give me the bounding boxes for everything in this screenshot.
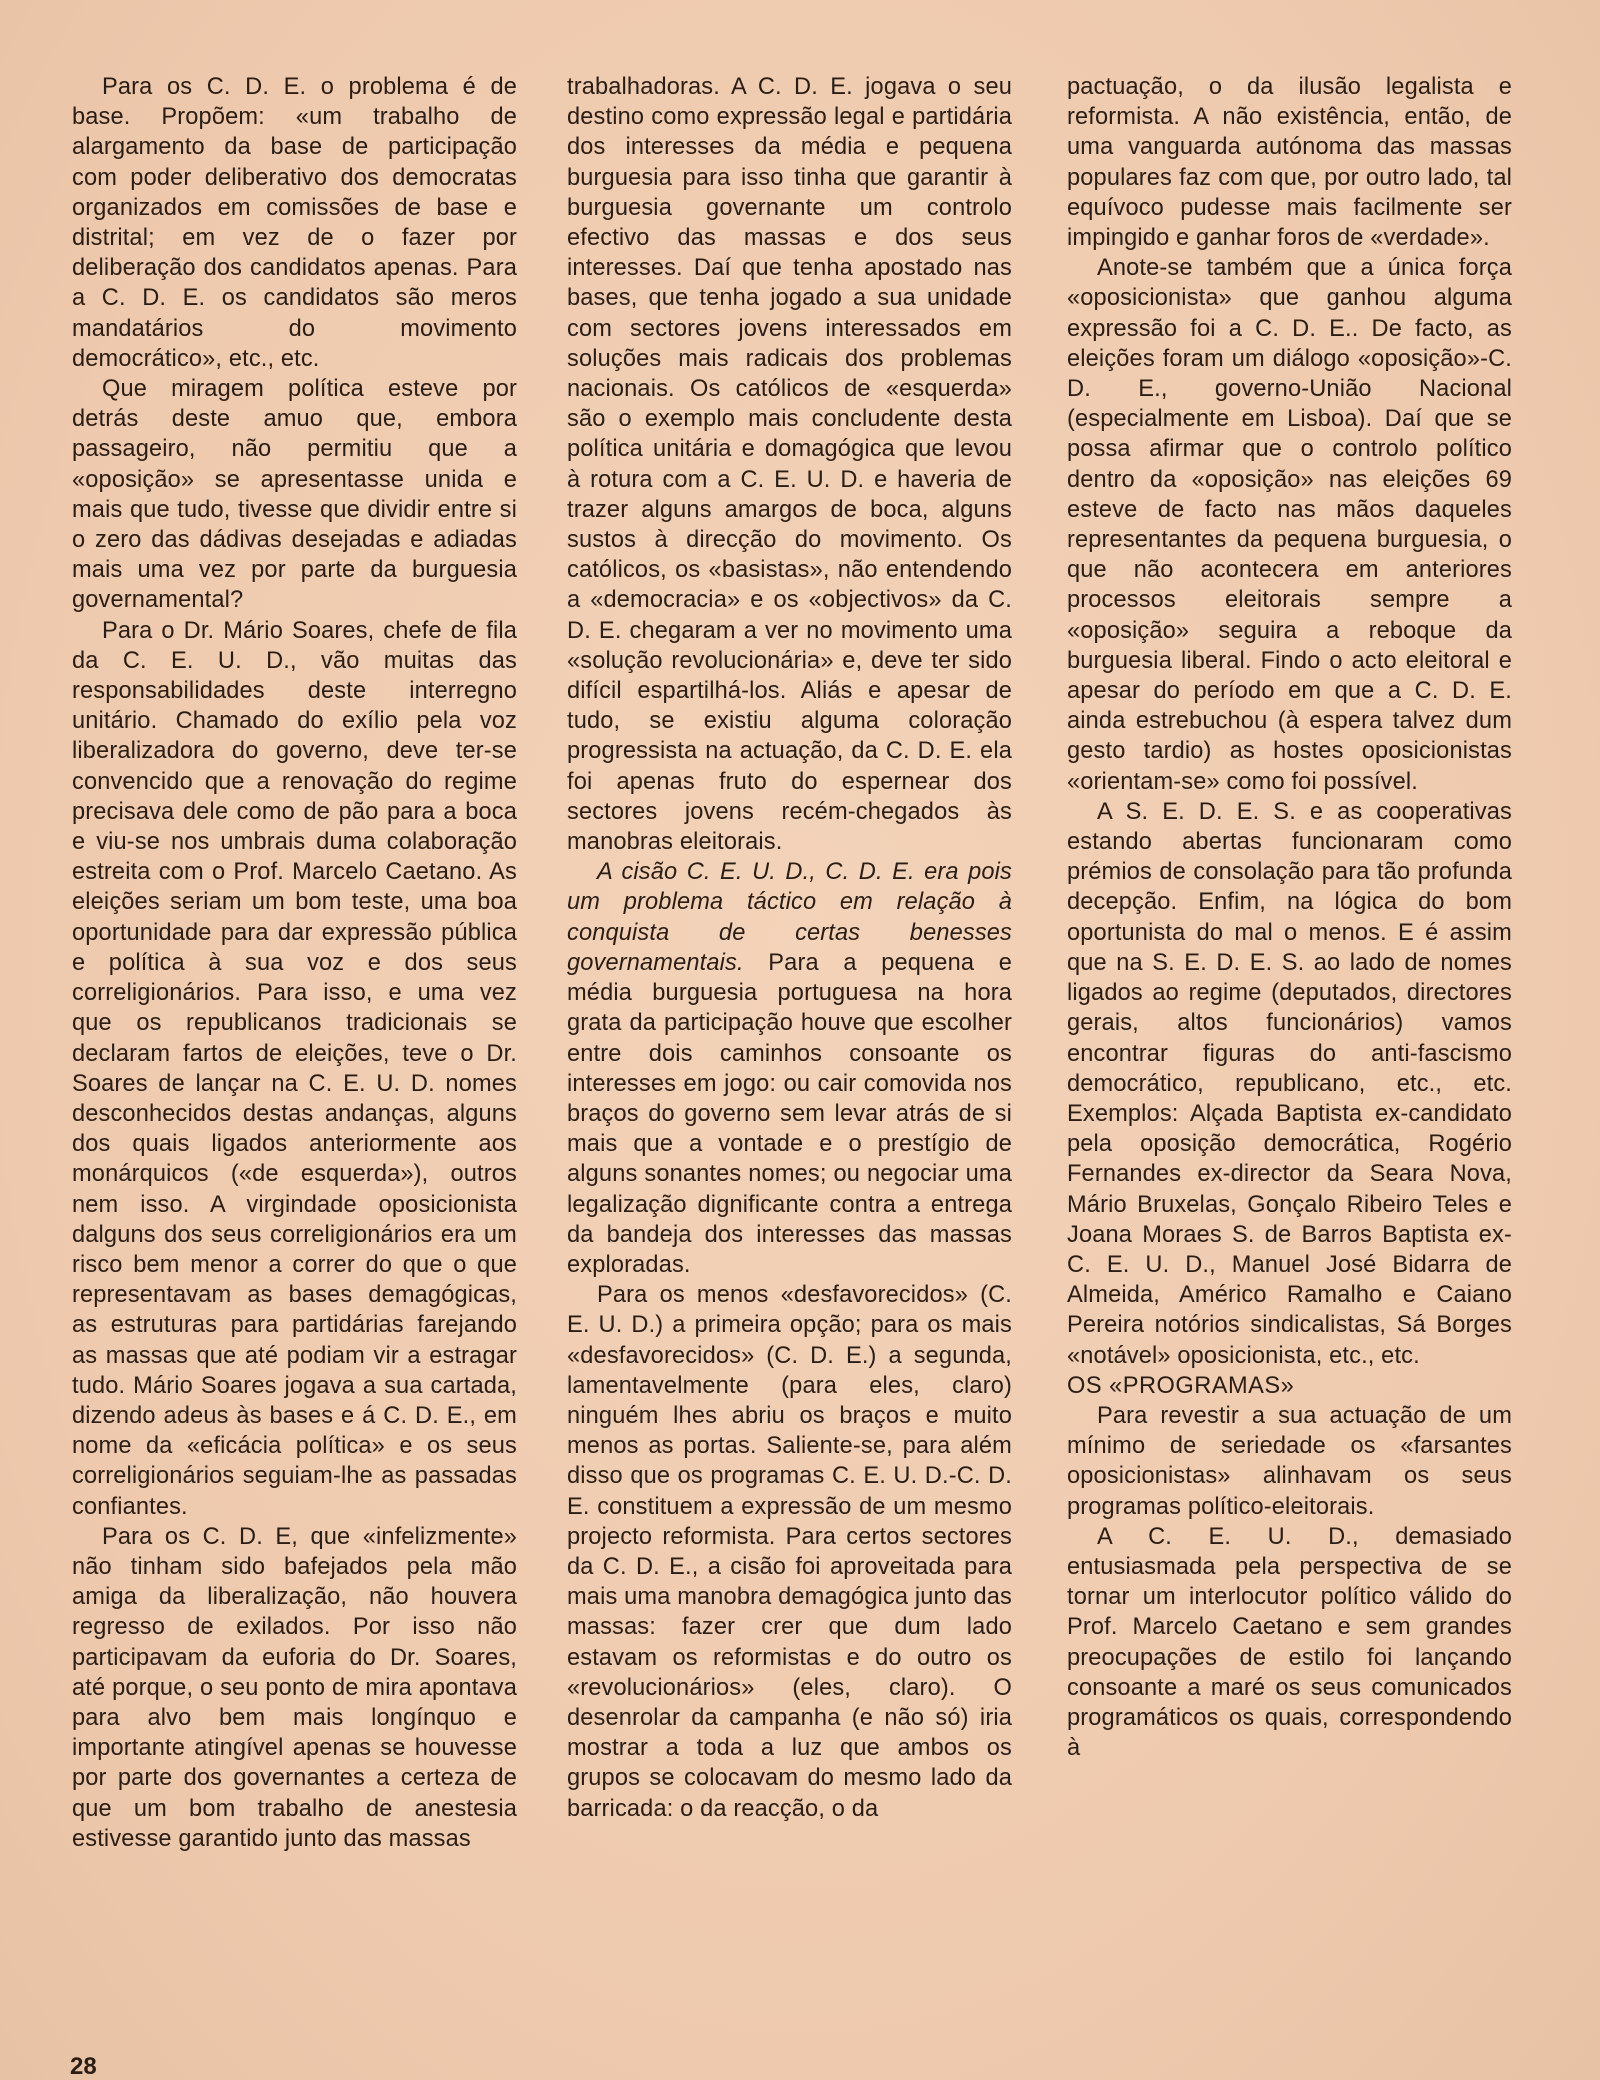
paragraph: A C. E. U. D., demasiado entusiasmada pela perspectiva de se tornar um interlocutor político válido do Prof. Marcelo Caetano e sem grandes preocupações de estilo foi lançando consoante a maré os seus comunicados programáticos os quais, correspondendo à	[1067, 1523, 1512, 1762]
paragraph: Para o Dr. Mário Soares, chefe de fila da C. E. U. D., vão muitas das responsabilidades deste interregno unitário. Chamado do exílio pela voz liberalizadora do governo, deve ter-se convencido que a renovação do regime precisava dele como de pão para a boca e viu-se nos umbrais duma colaboração estreita com o Prof. Marcelo Caetano. As eleições seriam um bom teste, uma boa oportunidade para dar expressão pública e política à sua voz e dos seus correligionários. Para isso, e uma vez que os republicanos tradicionais se declaram fartos de eleições, teve o Dr. Soares de lançar na C. E. U. D. nomes desconhecidos destas andanças, alguns dos quais ligados anteriormente aos monárquicos («de esquerda»), outros nem isso. A virgindade oposicionista dalguns dos seus correligionários era um risco bem menor a correr do que o que representavam as bases demagógicas, as estruturas para partidárias farejando as massas que até podiam vir a estragar tudo. Mário Soares jogava a sua cartada, dizendo adeus às bases e á C. D. E., em nome da «eficácia política» e os seus correligionários seguiam-lhe as passadas confiantes.	[72, 617, 517, 1520]
section-heading: OS «PROGRAMAS»	[1067, 1372, 1295, 1399]
italic-sentence: A cisão C. E. U. D., C. D. E. era pois um problema táctico em relação à conquista de certas benesses governamentais.	[567, 859, 1012, 976]
paragraph: Para revestir a sua actuação de um mínimo de seriedade os «farsantes oposicionistas» alinhavam os seus programas político-eleitorais.	[1067, 1402, 1512, 1520]
text-column-3	[1067, 72, 1512, 1763]
paragraph: pactuação, o da ilusão legalista e reformista. A não existência, então, de uma vanguarda autónoma das massas populares faz com que, por outro lado, tal equívoco pudesse mais facilmente ser impingido e ganhar foros de «verdade».	[1067, 74, 1512, 252]
text-column-1	[72, 72, 517, 1854]
page-number: 28	[70, 2053, 97, 2080]
paragraph: A S. E. D. E. S. e as cooperativas estando abertas funcionaram como prémios de consolação para tão profunda decepção. Enfim, na lógica do bom oportunista do mal o menos. E é assim que na S. E. D. E. S. ao lado de nomes ligados ao regime (deputados, directores gerais, altos funcionários) vamos encontrar figuras do anti-fascismo democrático, republicano, etc., etc. Exemplos: Alçada Baptista ex-candidato pela oposição democrática, Rogério Fernandes ex-director da Seara Nova, Mário Bruxelas, Gonçalo Ribeiro Teles e Joana Moraes S. de Barros Baptista ex-C. E. U. D., Manuel José Bidarra de Almeida, Américo Ramalho e Caiano Pereira notórios sindicalistas, Sá Borges «notável» oposicionista, etc., etc.	[1067, 798, 1512, 1369]
paragraph: trabalhadoras. A C. D. E. jogava o seu destino como expressão legal e partidária dos interesses da média e pequena burguesia para isso tinha que garantir à burguesia governante um controlo efectivo das massas e dos seus interesses. Daí que tenha apostado nas bases, que tenha jogado a sua unidade com sectores jovens interessados em soluções mais radicais dos problemas nacionais. Os católicos de «esquerda» são o exemplo mais concludente desta política unitária e domagógica que levou à rotura com a C. E. U. D. e haveria de trazer alguns amargos de boca, alguns sustos à direcção do movimento. Os católicos, os «basistas», não entendendo a «democracia» e os «objectivos» da C. D. E. chegaram a ver no movimento uma «solução revolucionária» e, deve ter sido difícil espartilhá-los. Aliás e apesar de tudo, se existiu alguma coloração progressista na actuação, da C. D. E. ela foi apenas fruto do espernear dos sectores jovens recém-chegados às manobras eleitorais.	[567, 74, 1012, 856]
paragraph: Para os menos «desfavorecidos» (C. E. U. D.) a primeira opção; para os mais «desfavorecidos» (C. D. E.) a segunda, lamentavelmente (para eles, claro) ninguém lhes abriu os braços e muito menos as portas. Saliente-se, para além disso que os programas C. E. U. D.-C. D. E. constituem a expressão de um mesmo projecto reformista. Para certos sectores da C. D. E., a cisão foi aproveitada para mais uma manobra demagógica junto das massas: fazer crer que dum lado estavam os reformistas e do outro os «revolucionários» (eles, claro). O desenrolar da campanha (e não só) iria mostrar a toda a luz que ambos os grupos se colocavam do mesmo lado da barricada: o da reacção, o da	[567, 1282, 1012, 1822]
paragraph: Anote-se também que a única força «oposicionista» que ganhou alguma expressão foi a C. D. E.. De facto, as eleições foram um diálogo «oposição»-C. D. E., governo-União Nacional (especialmente em Lisboa). Daí que se possa afirmar que o controlo político dentro da «oposição» nas eleições 69 esteve de facto nas mãos daqueles representantes da pequena burguesia, o que não acontecera em anteriores processos eleitorais sempre a «oposição» seguira a reboque da burguesia liberal. Findo o acto eleitoral e apesar do período em que a C. D. E. ainda estrebuchou (à espera talvez dum gesto tardio) as hostes oposicionistas «orientam-se» como foi possível.	[1067, 255, 1512, 795]
paragraph: Que miragem política esteve por detrás deste amuo que, embora passageiro, não permitiu que a «oposição» se apresentasse unida e mais que tudo, tivesse que dividir entre si o zero das dádivas desejadas e adiadas mais uma vez por parte da burguesia governamental?	[72, 376, 517, 614]
text-column-2	[567, 72, 1012, 1824]
paragraph: Para os C. D. E. o problema é de base. Propõem: «um trabalho de alargamento da base de participação com poder deliberativo dos democratas organizados em comissões de base e distrital; em vez de o fazer por deliberação dos candidatos apenas. Para a C. D. E. os candidatos são meros mandatários do movimento democrático», etc., etc.	[72, 74, 517, 372]
paragraph: Para os C. D. E, que «infelizmente» não tinham sido bafejados pela mão amiga da liberalização, não houvera regresso de exilados. Por isso não participavam da euforia do Dr. Soares, até porque, o seu ponto de mira apontava para alvo bem mais longínquo e importante atingível apenas se houvesse por parte dos governantes a certeza de que um bom trabalho de anestesia estivesse garantido junto das massas	[72, 1523, 517, 1852]
paragraph-italic-lead	[567, 857, 1012, 1280]
paragraph-tail: Para a pequena e média burguesia portuguesa na hora grata da participação houve que escolher entre dois caminhos consoante os interesses em jogo: ou cair comovida nos braços do governo sem levar atrás de si mais que a vontade e o prestígio de alguns sonantes nomes; ou negociar uma legalização dignificante contra a entrega da bandeja dos interesses das massas exploradas.	[567, 949, 1012, 1278]
